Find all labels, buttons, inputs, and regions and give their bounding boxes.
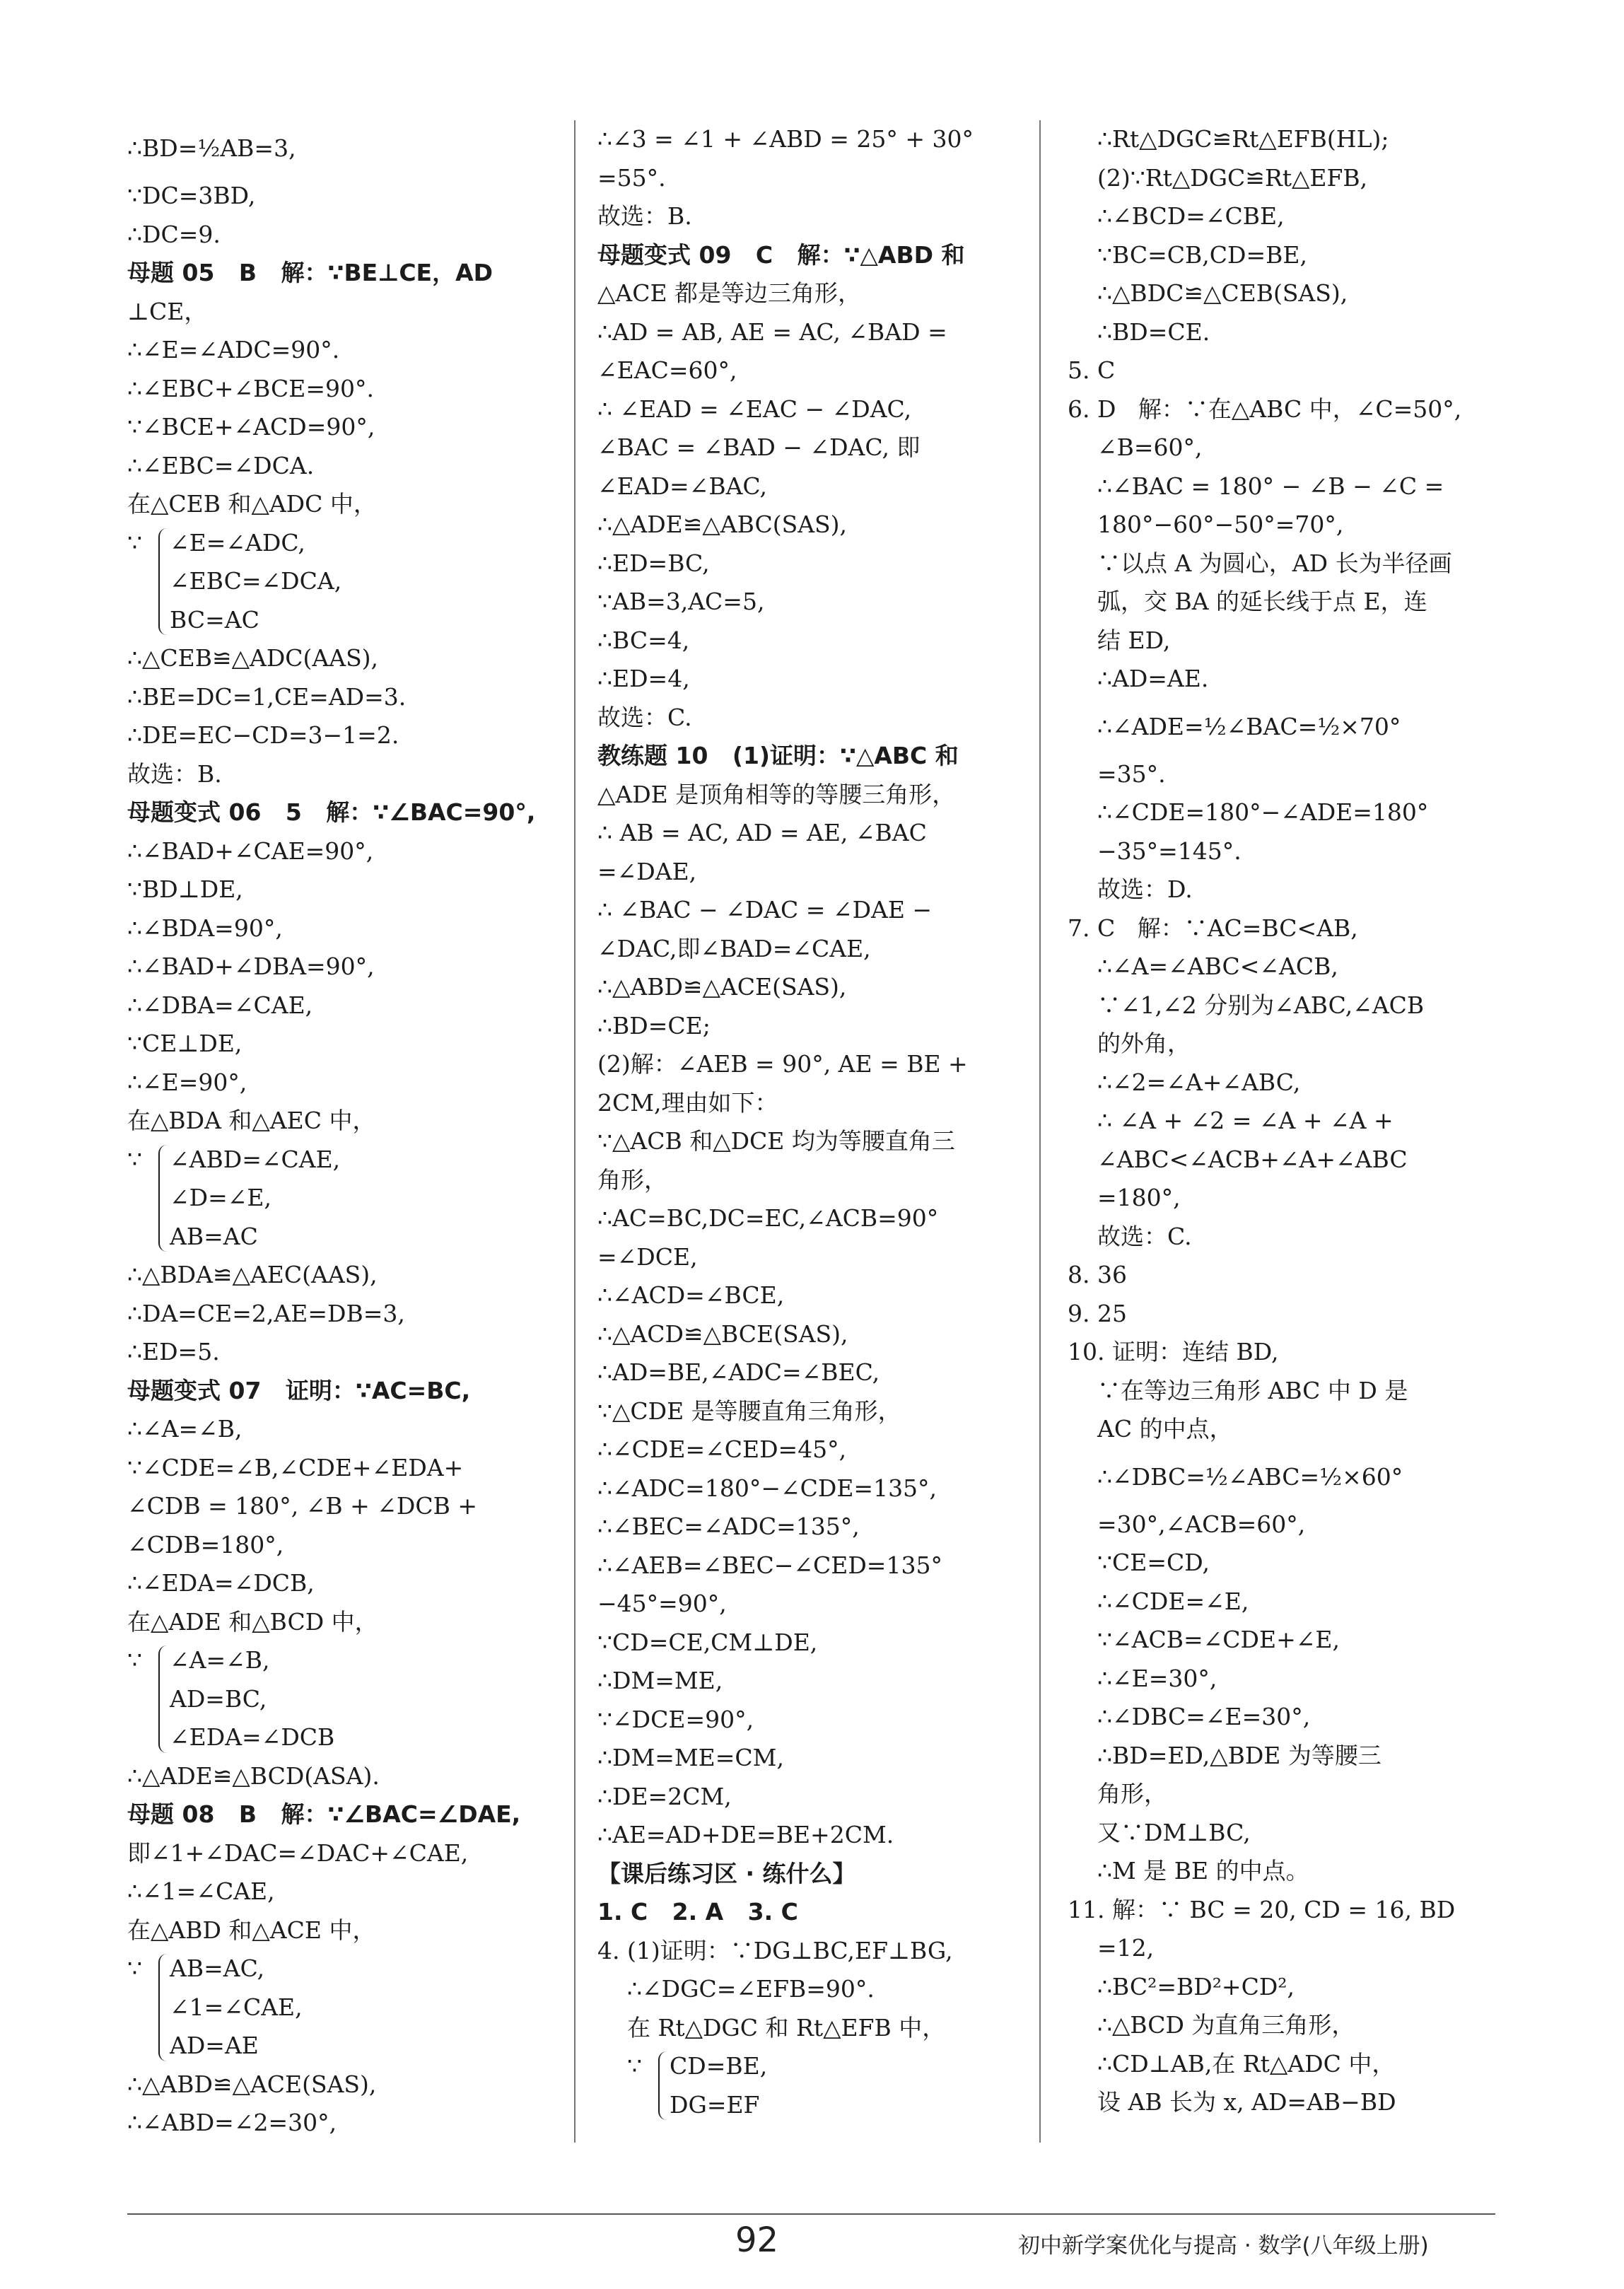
text-line: ∵△ACB 和△DCE 均为等腰直角三: [597, 1127, 955, 1155]
problem-heading: 母题变式 07 证明：∵AC=BC,: [127, 1376, 471, 1404]
text-line: ∴AE=AD+DE=BE+2CM.: [597, 1821, 894, 1848]
text-line: 弧，交 BA 的延长线于点 E，连: [1097, 588, 1427, 615]
text-line: ∴ED=4,: [597, 665, 690, 692]
text-line: =180°,: [1097, 1184, 1181, 1211]
text-line: ∴∠CDE=∠E,: [1097, 1587, 1249, 1615]
text-line: ∴△CEB≌△ADC(AAS),: [127, 644, 379, 672]
text-line: ∴CD⊥AB,在 Rt△ADC 中，: [1097, 2049, 1396, 2078]
text-line: 在 Rt△DGC 和 Rt△EFB 中，: [627, 2013, 946, 2042]
text-line: AB=AC: [170, 1222, 258, 1250]
text-line: ∵△CDE 是等腰直角三角形，: [597, 1397, 901, 1425]
column-left: [127, 120, 566, 2143]
text-line: =∠DCE,: [597, 1242, 698, 1271]
problem-heading: 母题 08 B 解：∵∠BAC=∠DAE,: [127, 1800, 521, 1828]
text-line: ∴BC=4,: [597, 626, 690, 654]
text-line: ∴△ADE≌△BCD(ASA).: [127, 1761, 380, 1790]
text-line: ∴∠DBC=∠E=30°,: [1097, 1703, 1311, 1730]
text-line: ∵DC=3BD,: [127, 182, 256, 209]
text-line: =35°.: [1097, 759, 1166, 788]
text-line: ∴∠EDA=∠DCB,: [127, 1569, 315, 1597]
text-line: ∴∠2=∠A+∠ABC,: [1097, 1068, 1301, 1096]
text-line: ∴∠E=30°,: [1097, 1664, 1217, 1692]
problem-heading: 教练题 10 (1)证明：∵△ABC 和: [597, 742, 959, 769]
text-line: ∴ED=BC,: [597, 549, 710, 577]
text-line: ∴∠1=∠CAE,: [127, 1877, 275, 1905]
text-line: ∴△ABD≌△ACE(SAS),: [597, 973, 847, 1001]
text-line: −35°=145°.: [1097, 837, 1242, 865]
text-line: ∴∠BAC = 180° − ∠B − ∠C =: [1097, 472, 1444, 500]
text-line: ∴∠DBC=½∠ABC=½×60°: [1097, 1462, 1403, 1491]
text-line: (2)解：∠AEB = 90°, AE = BE +: [597, 1050, 968, 1078]
text-line: ∴∠EBC=∠DCA.: [127, 451, 315, 479]
brace-mark: [158, 1954, 170, 2061]
text-line: ∴Rt△DGC≌Rt△EFB(HL);: [1097, 125, 1389, 153]
text-line: ∴M 是 BE 的中点。: [1097, 1857, 1309, 1885]
text-line: AC 的中点，: [1097, 1415, 1233, 1443]
text-line: ∠B=60°,: [1097, 433, 1203, 461]
text-line: ∠A=∠B,: [170, 1646, 270, 1674]
text-line: ∴AD=BE,∠ADC=∠BEC,: [597, 1358, 880, 1386]
text-line: ∴∠E=90°,: [127, 1068, 247, 1096]
text-line: ∴∠ADE=½∠BAC=½×70°: [1097, 712, 1401, 740]
because-symbol: ∵: [127, 1145, 142, 1173]
text-line: 结 ED,: [1097, 626, 1171, 654]
text-line: 故选：C.: [597, 703, 692, 731]
text-line: ∴△BCD 为直角三角形，: [1097, 2011, 1355, 2039]
text-line: BC=AC: [170, 605, 259, 634]
text-line: ∵在等边三角形 ABC 中 D 是: [1097, 1376, 1408, 1404]
text-line: ∵CD=CE,CM⊥DE,: [597, 1628, 818, 1656]
text-line: ∴△BDC≌△CEB(SAS),: [1097, 279, 1348, 307]
text-line: ∴∠A=∠ABC<∠ACB,: [1097, 953, 1338, 980]
text-line: ∠EAD=∠BAC,: [597, 472, 767, 500]
condition-brace: [127, 1641, 566, 1757]
text-line: ∴ED=5.: [127, 1338, 220, 1365]
text-line: ∠DAC,即∠BAD=∠CAE,: [597, 934, 871, 962]
text-line: ∴∠BAD+∠CAE=90°,: [127, 837, 374, 865]
condition-brace: [127, 524, 566, 640]
text-line: ∴ ∠BAC − ∠DAC = ∠DAE −: [597, 896, 933, 924]
text-line: ∴DE=EC−CD=3−1=2.: [127, 721, 399, 749]
text-line: ∴∠CDE=∠CED=45°,: [597, 1435, 847, 1463]
text-line: CD=BE,: [670, 2052, 768, 2080]
text-line: ∴∠BDA=90°,: [127, 914, 283, 942]
section-heading: 【课后练习区 · 练什么】: [597, 1859, 856, 1887]
text-line: ∴∠ABD=∠2=30°,: [127, 2109, 337, 2136]
text-line: ∠ABC<∠ACB+∠A+∠ABC: [1097, 1145, 1408, 1173]
page-number: 92: [735, 2220, 779, 2260]
text-line: ∠BAC = ∠BAD − ∠DAC, 即: [597, 433, 921, 461]
text-line: 角形，: [597, 1165, 667, 1194]
text-line: 又∵DM⊥BC,: [1097, 1818, 1251, 1846]
text-line: =30°,∠ACB=60°,: [1097, 1510, 1306, 1538]
text-line: 故选：B.: [597, 202, 692, 230]
because-symbol: ∵: [127, 528, 142, 557]
text-line: ∴△ADE≌△ABC(SAS),: [597, 511, 848, 538]
text-line: ∴∠BEC=∠ADC=135°,: [597, 1513, 860, 1540]
text-line: ∠ABD=∠CAE,: [170, 1145, 341, 1173]
text-line: 的外角，: [1097, 1030, 1191, 1057]
text-line: ∴DM=ME,: [597, 1667, 723, 1694]
text-line: ∴AD = AB, AE = AC, ∠BAD =: [597, 318, 947, 346]
footer-divider: [127, 2213, 1495, 2215]
text-line: ∴∠ADC=180°−∠CDE=135°,: [597, 1474, 937, 1502]
answer-line: 6. D 解：∵在△ABC 中，∠C=50°,: [1068, 395, 1462, 423]
text-line: ∴△ABD≌△ACE(SAS),: [127, 2070, 377, 2098]
text-line: ∴∠DGC=∠EFB=90°.: [627, 1975, 875, 2003]
text-line: ∴∠BAD+∠DBA=90°,: [127, 953, 375, 980]
book-title: 初中新学案优化与提高 · 数学(八年级上册): [1018, 2233, 1429, 2259]
text-line: ∵∠CDE=∠B,∠CDE+∠EDA+: [127, 1453, 464, 1481]
text-line: ∴∠ACD=∠BCE,: [597, 1281, 785, 1309]
text-line: 在△ADE 和△BCD 中，: [127, 1607, 378, 1636]
text-line: =∠DAE,: [597, 857, 697, 885]
answer-line: 7. C 解：∵AC=BC<AB,: [1068, 914, 1358, 942]
text-line: (2)∵Rt△DGC≌Rt△EFB,: [1097, 163, 1368, 192]
problem-heading: 母题变式 06 5 解：∵∠BAC=90°,: [127, 798, 536, 826]
text-line: ∴BD=CE.: [1097, 318, 1210, 346]
text-line: ∠E=∠ADC,: [170, 528, 305, 557]
text-line: ∴△BDA≌△AEC(AAS),: [127, 1261, 378, 1288]
text-line: ∴DC=9.: [127, 220, 221, 248]
text-line: ∵∠DCE=90°,: [597, 1705, 754, 1733]
text-line: ∠D=∠E,: [170, 1184, 271, 1211]
text-line: ∠CDB = 180°, ∠B + ∠DCB +: [127, 1492, 477, 1520]
text-line: ∴DM=ME=CM,: [597, 1744, 784, 1771]
brace-mark: [158, 528, 170, 636]
text-line: ∴∠A=∠B,: [127, 1415, 243, 1443]
text-line: AD=BC,: [170, 1684, 267, 1713]
text-line: 故选：D.: [1097, 875, 1193, 903]
text-line: DG=EF: [670, 2090, 760, 2119]
answer-line: 10. 证明：连结 BD,: [1068, 1338, 1279, 1365]
text-line: ∵BC=CB,CD=BE,: [1097, 240, 1307, 269]
text-line: −45°=90°,: [597, 1590, 727, 1617]
text-line: ∴DE=2CM,: [597, 1782, 732, 1810]
text-line: =55°.: [597, 163, 666, 192]
text-line: △ACE 都是等边三角形，: [597, 279, 862, 307]
text-line: 故选：B.: [127, 759, 222, 788]
text-line: ∵CE=CD,: [1097, 1549, 1210, 1576]
text-line: 2CM,理由如下：: [597, 1088, 778, 1117]
text-line: ∴DA=CE=2,AE=DB=3,: [127, 1299, 405, 1327]
text-line: 故选：C.: [1097, 1222, 1192, 1250]
text-line: ∴∠3 = ∠1 + ∠ABD = 25° + 30°: [597, 125, 974, 153]
answer-line: 4. (1)证明：∵DG⊥BC,EF⊥BG,: [597, 1936, 953, 1964]
column-right: [1068, 120, 1495, 2122]
text-line: ∠CDB=180°,: [127, 1530, 284, 1559]
text-line: 角形，: [1097, 1780, 1167, 1807]
text-line: ∵∠ACB=∠CDE+∠E,: [1097, 1626, 1340, 1653]
text-line: ∴∠EBC+∠BCE=90°.: [127, 374, 374, 402]
answer-line: 9. 25: [1068, 1299, 1127, 1327]
text-line: ∴AD=AE.: [1097, 665, 1209, 692]
text-line: ∵∠1,∠2 分别为∠ABC,∠ACB: [1097, 991, 1425, 1019]
text-line: 在△BDA 和△AEC 中，: [127, 1107, 376, 1134]
text-line: ∴BD=ED,△BDE 为等腰三: [1097, 1741, 1381, 1769]
column-divider: [1039, 120, 1041, 2143]
text-line: ⊥CE，: [127, 297, 208, 325]
text-line: ∵BD⊥DE,: [127, 875, 243, 903]
text-line: =12,: [1097, 1934, 1155, 1962]
text-line: ∠1=∠CAE,: [170, 1993, 303, 2021]
text-line: AB=AC,: [170, 1955, 265, 1982]
text-line: ∴BE=DC=1,CE=AD=3.: [127, 682, 407, 711]
text-line: ∵以点 A 为圆心，AD 长为半径画: [1097, 549, 1452, 577]
because-symbol: ∵: [627, 2052, 642, 2080]
text-line: 180°−60°−50°=70°,: [1097, 511, 1344, 538]
problem-heading: 母题变式 09 C 解：∵△ABD 和: [597, 240, 965, 269]
text-line: ∴∠DBA=∠CAE,: [127, 991, 313, 1019]
brace-mark: [158, 1646, 170, 1753]
brace-mark: [158, 1145, 170, 1252]
text-line: ∴∠BCD=∠CBE,: [1097, 202, 1285, 230]
text-line: ∵∠BCE+∠ACD=90°,: [127, 413, 375, 441]
answer-line: 5. C: [1068, 356, 1116, 384]
answer-line: 1. C 2. A 3. C: [597, 1898, 798, 1926]
text-line: ∴BD=CE;: [597, 1011, 711, 1039]
problem-heading: 母题 05 B 解：∵BE⊥CE，AD: [127, 259, 493, 286]
because-symbol: ∵: [127, 1955, 142, 1982]
text-line: ∴BC²=BD²+CD²,: [1097, 1972, 1295, 2000]
text-line: ∠EAC=60°,: [597, 356, 737, 384]
text-line: 在△ABD 和△ACE 中，: [127, 1916, 376, 1944]
text-line: ∠EDA=∠DCB: [170, 1723, 335, 1751]
condition-brace: [127, 1950, 566, 2066]
text-line: ∵CE⊥DE,: [127, 1030, 243, 1057]
text-line: ∴ ∠A + ∠2 = ∠A + ∠A +: [1097, 1107, 1394, 1134]
text-line: ∴∠AEB=∠BEC−∠CED=135°: [597, 1551, 942, 1579]
text-line: 设 AB 长为 x, AD=AB−BD: [1097, 2088, 1396, 2116]
text-line: ∴△ACD≌△BCE(SAS),: [597, 1320, 848, 1348]
condition-brace: [127, 1141, 566, 1257]
brace-mark: [658, 2051, 670, 2120]
condition-brace: [627, 2047, 1022, 2124]
text-line: 即∠1+∠DAC=∠DAC+∠CAE,: [127, 1839, 469, 1867]
column-divider: [574, 120, 576, 2143]
because-symbol: ∵: [127, 1646, 142, 1674]
text-line: ∵AB=3,AC=5,: [597, 588, 765, 615]
answer-line: 11. 解：∵ BC = 20, CD = 16, BD: [1068, 1895, 1456, 1923]
text-line: ∴∠E=∠ADC=90°.: [127, 336, 340, 363]
text-line: ∴BD=½AB=3,: [127, 134, 296, 162]
text-line: △ADE 是顶角相等的等腰三角形，: [597, 780, 956, 808]
text-line: 在△CEB 和△ADC 中，: [127, 490, 377, 518]
text-line: AD=AE: [170, 2032, 259, 2059]
text-line: ∴∠CDE=180°−∠ADE=180°: [1097, 798, 1429, 826]
text-line: ∴ AB = AC, AD = AE, ∠BAC: [597, 819, 927, 846]
column-middle: [597, 120, 1022, 2124]
answer-line: 8. 36: [1068, 1261, 1127, 1288]
text-line: ∴ ∠EAD = ∠EAC − ∠DAC,: [597, 395, 912, 423]
text-line: ∠EBC=∠DCA,: [170, 567, 342, 595]
text-line: ∴AC=BC,DC=EC,∠ACB=90°: [597, 1204, 939, 1232]
